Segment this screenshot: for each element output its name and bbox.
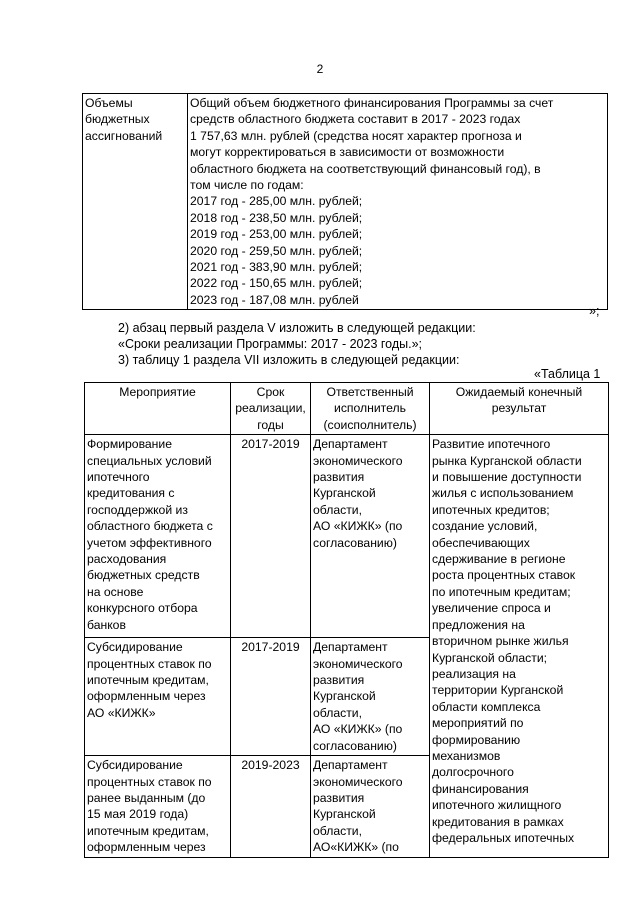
activity-line: процентных ставок по [87, 656, 212, 671]
header-line: Ожидаемый конечный [455, 385, 583, 399]
executor-line: Департамент [313, 758, 388, 773]
header-period [231, 383, 311, 435]
budget-content-line: областного бюджета на соответствующий финансовый год), в [190, 161, 541, 176]
result-line: реализация на [432, 666, 516, 681]
result-line: жилья с использованием [432, 486, 574, 501]
activity-line: 15 мая 2019 года) [87, 807, 189, 822]
period-cell: 2019-2023 [231, 756, 311, 857]
executor-line: развития [313, 470, 365, 485]
budget-content-line: средств областного бюджета составит в 2017 - 2023 годах [190, 112, 521, 127]
activity-line: оформленным через [87, 689, 206, 704]
executor-line: Курганской [313, 807, 376, 822]
budget-allocations-table [82, 93, 608, 310]
activity-line: Формирование [87, 437, 172, 452]
executor-line: согласованию) [313, 738, 397, 753]
activity-line: ранее выданным (до [87, 791, 206, 806]
budget-label-line: ассигнований [85, 128, 163, 143]
result-line: увеличение спроса и [432, 601, 551, 616]
executor-line: Департамент [313, 640, 388, 655]
executor-line: экономического [313, 774, 403, 789]
budget-content-line: 2017 год - 285,00 млн. рублей; [190, 194, 363, 209]
budget-label-cell [83, 94, 188, 310]
result-line: по ипотечным кредитам; [432, 584, 571, 599]
executor-line: экономического [313, 656, 403, 671]
activity-line: конкурсного отбора [87, 601, 198, 616]
table-row [85, 435, 609, 638]
activity-line: оформленным через [87, 840, 206, 855]
result-line: и повышение доступности [432, 470, 582, 485]
result-line: вторичном рынке жилья [432, 634, 569, 649]
table-header-row [85, 383, 609, 435]
result-line: ипотечного жилищного [432, 798, 562, 813]
executor-line: АО «КИЖК» (по [313, 722, 403, 737]
executor-line: согласованию) [313, 535, 397, 550]
activity-line: ипотечного [87, 470, 150, 485]
executor-line: развития [313, 791, 365, 806]
closing-quote-mark: »; [589, 304, 600, 318]
activity-line: АО «КИЖК» [87, 705, 156, 720]
result-line: роста процентных ставок [432, 568, 576, 583]
header-line: Ответственный [326, 385, 414, 399]
budget-content-line: 2021 год - 383,90 млн. рублей; [190, 260, 363, 275]
budget-content-line: Общий объем бюджетного финансирования Программы за счет [190, 96, 554, 110]
executor-line: развития [313, 673, 365, 688]
activity-line: расходования [87, 552, 167, 567]
budget-content-line: могут корректироваться в зависимости от возможности [190, 145, 505, 160]
result-line: формированию [432, 732, 521, 747]
activity-line: областного бюджета с [87, 519, 213, 534]
activity-line: специальных условий [87, 453, 212, 468]
activity-line: Субсидирование [87, 640, 183, 655]
result-line: предложения на [432, 617, 525, 632]
header-activity [85, 383, 231, 435]
result-line: территории Курганской [432, 683, 564, 698]
paragraph-program-terms: «Сроки реализации Программы: 2017 - 2023 годы.»; [118, 337, 423, 351]
executor-line: Курганской [313, 486, 376, 501]
activity-line: бюджетных средств [87, 568, 200, 583]
budget-content-line: 1 757,63 млн. рублей (средства носят характер прогноза и [190, 128, 522, 143]
executor-line: АО«КИЖК» (по [313, 840, 399, 855]
activity-line: процентных ставок по [87, 774, 212, 789]
budget-content-line: 2018 год - 238,50 млн. рублей; [190, 210, 363, 225]
result-line: рынка Курганской области [432, 453, 582, 468]
activity-line: на основе [87, 584, 144, 599]
activity-line: ипотечным кредитам, [87, 673, 209, 688]
header-line: годы [257, 417, 284, 432]
budget-label-line: бюджетных [85, 112, 150, 127]
activity-line: ипотечным кредитам, [87, 823, 209, 838]
result-line: Развитие ипотечного [432, 437, 551, 452]
table-label: «Таблица 1 [534, 367, 601, 381]
executor-line: Департамент [313, 437, 388, 452]
result-cell [430, 435, 609, 857]
budget-content-cell [188, 94, 608, 310]
executor-line: области, [313, 502, 362, 517]
header-line: исполнитель [334, 401, 406, 416]
result-line: области комплекса [432, 699, 541, 714]
result-line: финансирования [432, 781, 529, 796]
budget-content-line: 2023 год - 187,08 млн. рублей [190, 292, 359, 307]
result-line: ипотечных кредитов; [432, 502, 550, 517]
executor-cell [311, 435, 430, 638]
result-line: мероприятий по [432, 716, 524, 731]
activity-cell [85, 638, 231, 756]
activity-line: господдержкой из [87, 502, 188, 517]
activity-line: Субсидирование [87, 758, 183, 773]
measures-table [84, 382, 609, 858]
executor-line: области, [313, 823, 362, 838]
page-number: 2 [316, 62, 324, 76]
header-result [430, 383, 609, 435]
period-cell: 2017-2019 [231, 638, 311, 756]
budget-label-line: Объемы [85, 96, 133, 110]
activity-cell [85, 756, 231, 857]
header-line: (соисполнитель) [323, 417, 417, 432]
budget-content-line: 2019 год - 253,00 млн. рублей; [190, 227, 363, 242]
budget-content-line: том числе по годам: [190, 178, 304, 193]
budget-content-line: 2020 год - 259,50 млн. рублей; [190, 243, 363, 258]
paragraph-table-section-vii: 3) таблицу 1 раздела VII изложить в следующей редакции: [118, 353, 460, 367]
executor-cell [311, 756, 430, 857]
result-line: обеспечивающих [432, 535, 530, 550]
header-line: Мероприятие [119, 385, 196, 399]
result-line: Курганской области; [432, 650, 548, 665]
executor-line: Курганской [313, 689, 376, 704]
executor-cell [311, 638, 430, 756]
header-line: результат [491, 401, 547, 416]
activity-line: кредитования с [87, 486, 175, 501]
period-cell: 2017-2019 [231, 435, 311, 638]
executor-line: области, [313, 705, 362, 720]
result-line: создание условий, [432, 519, 538, 534]
activity-line: банков [87, 617, 126, 632]
header-line: Срок [256, 385, 285, 399]
executor-line: АО «КИЖК» (по [313, 519, 403, 534]
activity-cell [85, 435, 231, 638]
result-line: федеральных ипотечных [432, 830, 575, 845]
result-line: кредитования в рамках [432, 814, 564, 829]
result-line: долгосрочного [432, 765, 514, 780]
activity-line: учетом эффективного [87, 535, 212, 550]
executor-line: экономического [313, 453, 403, 468]
result-line: сдерживание в регионе [432, 552, 566, 567]
header-executor [311, 383, 430, 435]
paragraph-section-v: 2) абзац первый раздела V изложить в следующей редакции: [118, 321, 476, 335]
budget-content-line: 2022 год - 150,65 млн. рублей; [190, 276, 363, 291]
header-line: реализации, [235, 401, 306, 416]
result-line: механизмов [432, 748, 501, 763]
